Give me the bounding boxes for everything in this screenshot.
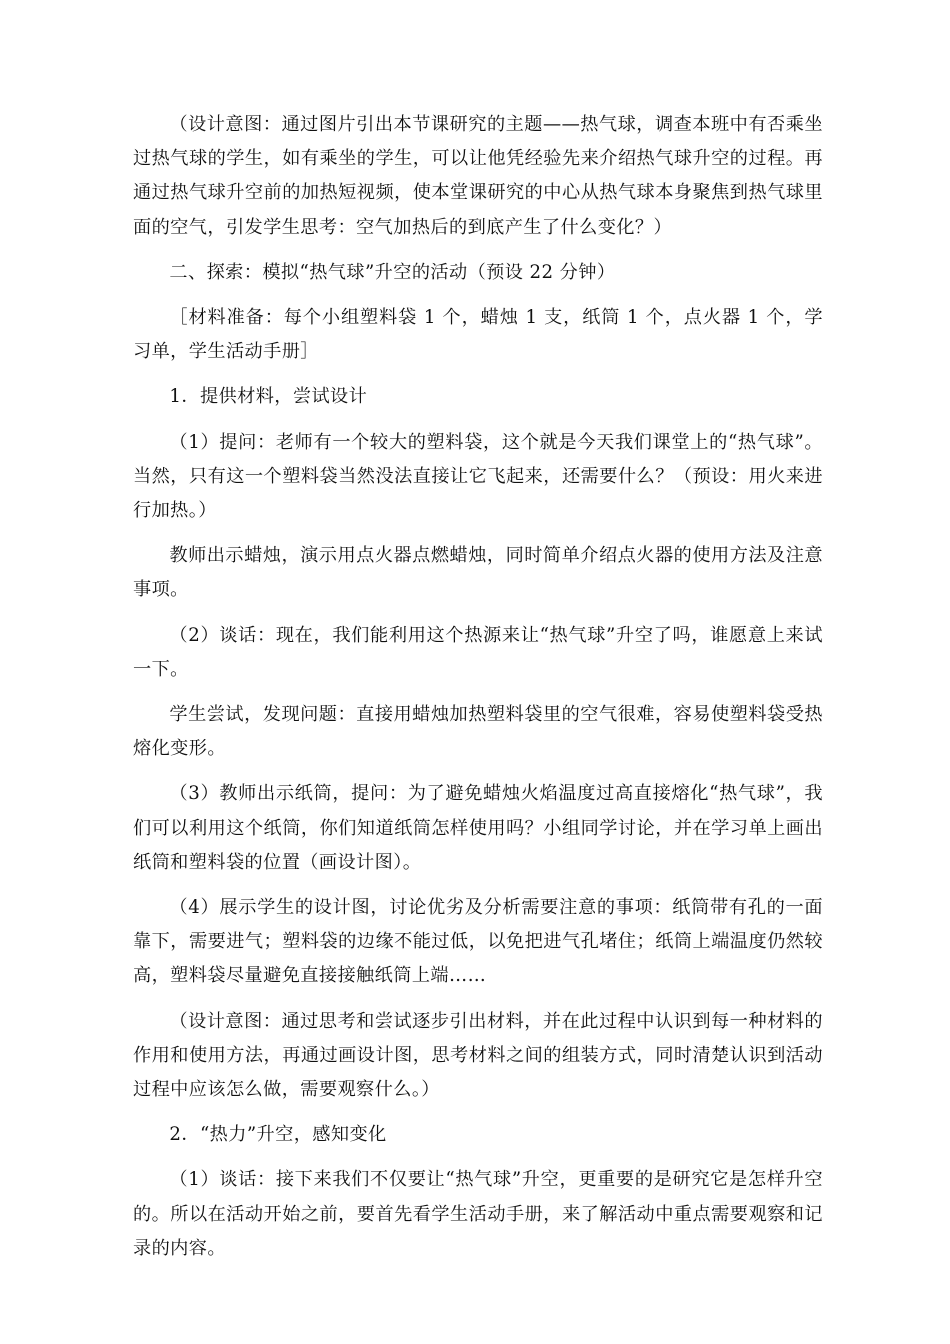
document-body — [133, 108, 823, 1266]
paragraph-materials: ［材料准备：每个小组塑料袋 1 个，蜡烛 1 支，纸筒 1 个，点火器 1 个，学习单，学生活动手册］ — [133, 307, 823, 363]
paragraph-design-intent-1: （设计意图：通过图片引出本节课研究的主题——热气球，调查本班中有否乘坐过热气球的学生，如有乘坐的学生，可以让他凭经验先来介绍热气球升空的过程。再通过热气球升空前的加热短视频，使本堂课研究的中心从热气球本身聚焦到热气球里面的空气，引发学生思考：空气加热后的到底产生了什么变化？） — [133, 114, 823, 238]
subheading-provide-materials: 1．提供材料，尝试设计 — [169, 386, 368, 408]
paragraph-design-intent-2: （设计意图：通过思考和尝试逐步引出材料，并在此过程中认识到每一种材料的作用和使用方法，再通过画设计图，思考材料之间的组装方式，同时清楚认识到活动过程中应该怎么做，需要观察什么。） — [133, 1010, 823, 1101]
paragraph-talk-1: （1）谈话：接下来我们不仅要让“热气球”升空，更重要的是研究它是怎样升空的。所以在活动开始之前，要首先看学生活动手册，来了解活动中重点需要观察和记录的内容。 — [133, 1169, 823, 1259]
paragraph-step-3: （3）教师出示纸筒，提问：为了避免蜡烛火焰温度过高直接熔化“热气球”，我们可以利用这个纸筒，你们知道纸筒怎样使用吗？小组同学讨论，并在学习单上画出纸筒和塑料袋的位置（画设计图）。 — [133, 783, 823, 873]
paragraph-step-2: （2）谈话：现在，我们能利用这个热源来让“热气球”升空了吗，谁愿意上来试一下。 — [133, 624, 823, 680]
paragraph-step-1: （1）提问：老师有一个较大的塑料袋，这个就是今天我们课堂上的“热气球”。当然，只有这一个塑料袋当然没法直接让它飞起来，还需要什么？（预设：用火来进行加热。） — [133, 431, 823, 522]
paragraph-step-4: （4）展示学生的设计图，讨论优劣及分析需要注意的事项：纸筒带有孔的一面靠下，需要进气；塑料袋的边缘不能过低，以免把进气孔堵住；纸筒上端温度仍然较高，塑料袋尽量避免直接接触纸筒上端…… — [133, 897, 823, 987]
paragraph-teacher-demo: 教师出示蜡烛，演示用点火器点燃蜡烛，同时简单介绍点火器的使用方法及注意事项。 — [133, 545, 823, 601]
section-heading-explore: 二、探索：模拟“热气球”升空的活动（预设 22 分钟） — [169, 261, 616, 283]
paragraph-student-try: 学生尝试，发现问题：直接用蜡烛加热塑料袋里的空气很难，容易使塑料袋受热熔化变形。 — [133, 704, 823, 760]
subheading-heat-rise: 2．“热力”升空，感知变化 — [169, 1124, 387, 1146]
